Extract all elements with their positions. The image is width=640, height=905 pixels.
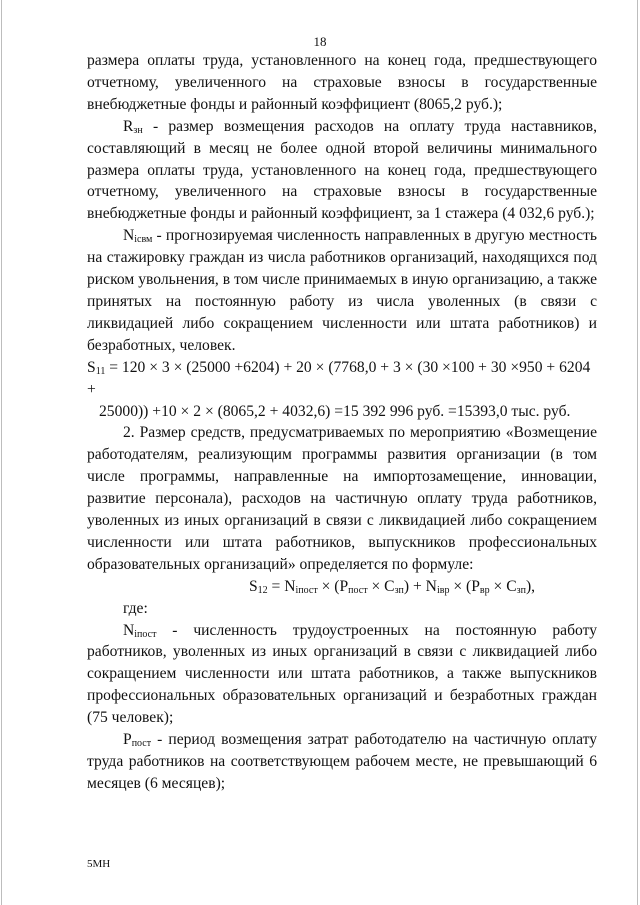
- variable-symbol: R: [123, 117, 134, 135]
- document-body: [87, 50, 597, 795]
- paragraph-text: - численность трудоустроенных на постоянную работу работников, уволенных из иных организаций в связи с ликвидацией либо сокращением численности или штата работников, а также выпускников профессиональных образовательных организаций и безработных граждан (75 человек);: [87, 621, 597, 727]
- paragraph-item-2: 2. Размер средств, предусматриваемых по мероприятию «Возмещение работодателям, реализующим программы развития организации (в том числе программы, направленные на импортозамещение, инновации, развитие персонала), расходов на частичную оплату труда работников, уволенных из иных организаций в связи с ликвидацией либо сокращением численности или штата работников, выпускников профессиональных образовательных организаций» определяется по формуле:: [87, 424, 597, 573]
- paragraph-text: - период возмещения затрат работодателю на частичную оплату труда работников на соответствующем рабочем месте, не превышающий 6 месяцев (6 месяцев);: [87, 731, 597, 792]
- variable-symbol: N: [123, 227, 135, 245]
- formula-part: × (P: [317, 577, 349, 595]
- formula-subscript: iвр: [436, 584, 450, 596]
- formula-part: = N: [267, 577, 296, 595]
- formula-expression: = 120 × 3 × (25000 +6204) + 20 × (7768,0 + 3 × (30 ×100 + 30 ×950 + 6204 +: [87, 358, 591, 398]
- paragraph-forecast-headcount: [87, 225, 597, 356]
- where-label: где:: [123, 599, 148, 617]
- formula-subscript: пост: [348, 584, 368, 596]
- paragraph-reimbursement-period: [87, 729, 597, 795]
- formula-subscript: зп: [516, 584, 526, 596]
- formula-subscript: iпост: [295, 584, 318, 596]
- formula-part: × C: [367, 577, 395, 595]
- paragraph-mentor-reimbursement: [87, 116, 597, 226]
- paragraph-permanent-headcount: [87, 620, 597, 730]
- paragraph-text: - размер возмещения расходов на оплату труда наставников, составляющий в месяц не более одной второй величины минимального размера оплаты труда, установленного на конец года, предшествующего отчетному, увеличенного на страховые взносы в государственные внебюджетные фонды и районный коэффициент, за 1 стажера (4 032,6 руб.);: [87, 117, 597, 223]
- formula-s12: [87, 576, 597, 598]
- page-edge-right: [637, 0, 638, 905]
- formula-part: ),: [525, 577, 536, 595]
- formula-s11-line2: 25000)) +10 × 2 × (8065,2 + 4032,6) =15 392 996 руб. =15393,0 тыс. руб.: [99, 402, 571, 420]
- variable-symbol: P: [123, 731, 132, 749]
- footer-code: 5МН: [87, 858, 111, 870]
- page-number: 18: [313, 34, 327, 49]
- paragraph-wage-definition: размера оплаты труда, установленного на конец года, предшествующего отчетному, увеличенного на страховые взносы в государственные внебюджетные фонды и районный коэффициент (8065,2 руб.);: [87, 52, 597, 113]
- paragraph-text: - прогнозируемая численность направленных в другую местность на стажировку граждан из числа работников организаций, находящихся под риском увольнения, в том числе принимаемых в иную организацию, а также принятых на постоянную работу из числа уволенных (в связи с ликвидацией либо сокращением численности или штата работников) и безработных, человек.: [87, 227, 597, 354]
- variable-subscript: iпост: [134, 628, 157, 640]
- formula-subscript: вр: [479, 584, 490, 596]
- variable-subscript: зн: [133, 124, 143, 136]
- variable-subscript: пост: [131, 738, 152, 750]
- variable-subscript: iсвм: [134, 234, 153, 246]
- page-edge-left: [1, 0, 2, 905]
- formula-part: ) + N: [403, 577, 437, 595]
- formula-symbol: S: [248, 577, 258, 595]
- formula-part: × (P: [449, 577, 480, 595]
- formula-subscript: зп: [394, 584, 404, 596]
- formula-subscript: 11: [95, 365, 106, 377]
- formula-subscript: 12: [257, 584, 268, 596]
- variable-symbol: N: [123, 621, 135, 639]
- formula-s11-line1: [87, 357, 597, 401]
- formula-part: × C: [489, 577, 517, 595]
- formula-symbol: S: [87, 358, 96, 376]
